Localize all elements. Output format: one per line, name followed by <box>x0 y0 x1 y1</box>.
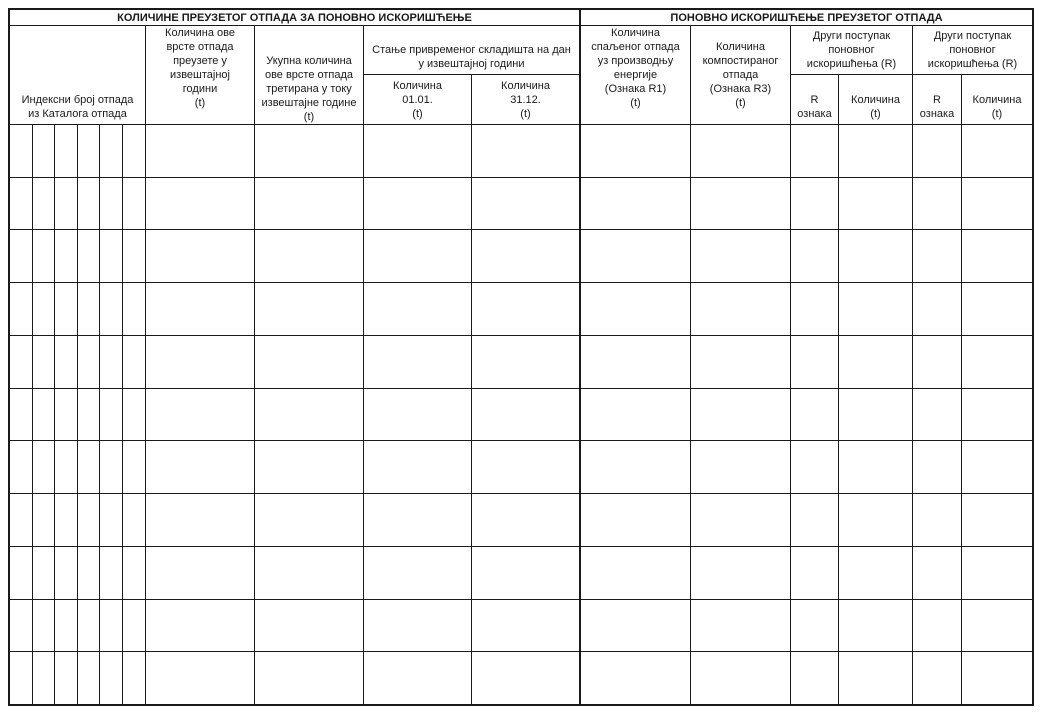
entry-cell-r-qty-2[interactable] <box>962 178 1032 229</box>
entry-cell-r3[interactable] <box>691 389 790 440</box>
entry-cell-index[interactable] <box>10 547 145 599</box>
entry-cell-received[interactable] <box>146 600 254 651</box>
entry-cell-r-qty-2[interactable] <box>962 547 1032 599</box>
entry-cell-storage-dec31[interactable] <box>472 125 579 177</box>
entry-cell-index[interactable] <box>10 283 145 335</box>
entry-cell-r-qty-1[interactable] <box>839 494 912 546</box>
entry-cell-treated[interactable] <box>255 178 363 229</box>
section-header-recovery: ПОНОВНО ИСКОРИШЋЕЊЕ ПРЕУЗЕТОГ ОТПАДА <box>581 10 1032 25</box>
entry-cell-r-qty-2[interactable] <box>962 494 1032 546</box>
entry-cell-r3[interactable] <box>691 178 790 229</box>
entry-cell-r-code-1[interactable] <box>791 230 838 282</box>
entry-cell-received[interactable] <box>146 283 254 335</box>
entry-cell-r-qty-2[interactable] <box>962 125 1032 177</box>
entry-cell-r3[interactable] <box>691 230 790 282</box>
entry-cell-treated[interactable] <box>255 230 363 282</box>
entry-cell-index[interactable] <box>10 652 145 704</box>
entry-cell-r-code-1[interactable] <box>791 547 838 599</box>
entry-cell-received[interactable] <box>146 494 254 546</box>
entry-cell-r3[interactable] <box>691 494 790 546</box>
entry-cell-r-qty-2[interactable] <box>962 283 1032 335</box>
entry-cell-r-qty-1[interactable] <box>839 230 912 282</box>
entry-cell-storage-dec31[interactable] <box>472 230 579 282</box>
entry-cell-r1[interactable] <box>581 600 690 651</box>
entry-cell-r1[interactable] <box>581 125 690 177</box>
col-header-r-code-2: R ознака <box>919 94 955 120</box>
entry-cell-storage-jan1[interactable] <box>364 494 471 546</box>
entry-cell-r-code-2[interactable] <box>913 336 961 388</box>
entry-cell-r-code-2[interactable] <box>913 600 961 651</box>
entry-cell-r1[interactable] <box>581 547 690 599</box>
entry-cell-r-code-1[interactable] <box>791 336 838 388</box>
entry-cell-r-code-1[interactable] <box>791 178 838 229</box>
col-header-other-recovery-2: Други поступак поновног искоришћења (R) <box>927 30 1018 70</box>
entry-cell-r-qty-2[interactable] <box>962 652 1032 704</box>
entry-cell-storage-dec31[interactable] <box>472 547 579 599</box>
entry-cell-treated[interactable] <box>255 600 363 651</box>
entry-cell-storage-jan1[interactable] <box>364 283 471 335</box>
entry-cell-storage-jan1[interactable] <box>364 600 471 651</box>
entry-cell-index[interactable] <box>10 336 145 388</box>
entry-cell-r-code-1[interactable] <box>791 125 838 177</box>
entry-cell-received[interactable] <box>146 178 254 229</box>
entry-cell-r1[interactable] <box>581 652 690 704</box>
entry-cell-storage-jan1[interactable] <box>364 230 471 282</box>
entry-cell-storage-dec31[interactable] <box>472 652 579 704</box>
entry-cell-r1[interactable] <box>581 230 690 282</box>
entry-cell-r-qty-1[interactable] <box>839 125 912 177</box>
entry-cell-storage-jan1[interactable] <box>364 389 471 440</box>
col-header-other-recovery-1: Други поступак поновног искоришћења (R) <box>806 30 897 70</box>
entry-cell-index[interactable] <box>10 494 145 546</box>
entry-cell-treated[interactable] <box>255 652 363 704</box>
entry-cell-r-code-2[interactable] <box>913 283 961 335</box>
entry-cell-r-qty-2[interactable] <box>962 389 1032 440</box>
col-header-total-treated: Укупна количина ове врсте отпада третирана у току извештајне године (t) <box>261 55 357 123</box>
entry-cell-index[interactable] <box>10 125 145 177</box>
entry-cell-treated[interactable] <box>255 547 363 599</box>
entry-cell-r-qty-1[interactable] <box>839 283 912 335</box>
entry-cell-received[interactable] <box>146 441 254 493</box>
entry-cell-r-qty-1[interactable] <box>839 336 912 388</box>
entry-cell-storage-dec31[interactable] <box>472 389 579 440</box>
entry-cell-r3[interactable] <box>691 441 790 493</box>
entry-cell-treated[interactable] <box>255 441 363 493</box>
entry-cell-r-code-1[interactable] <box>791 652 838 704</box>
entry-cell-r-qty-1[interactable] <box>839 389 912 440</box>
entry-cell-r-qty-1[interactable] <box>839 600 912 651</box>
entry-cell-r3[interactable] <box>691 125 790 177</box>
entry-cell-r-code-2[interactable] <box>913 389 961 440</box>
entry-cell-treated[interactable] <box>255 336 363 388</box>
entry-cell-r-qty-2[interactable] <box>962 441 1032 493</box>
entry-cell-storage-dec31[interactable] <box>472 283 579 335</box>
entry-cell-index[interactable] <box>10 600 145 651</box>
entry-cell-storage-jan1[interactable] <box>364 125 471 177</box>
section-header-received: КОЛИЧИНЕ ПРЕУЗЕТОГ ОТПАДА ЗА ПОНОВНО ИСКОРИШЋЕЊЕ <box>10 10 579 25</box>
entry-cell-r3[interactable] <box>691 547 790 599</box>
entry-cell-treated[interactable] <box>255 389 363 440</box>
entry-cell-r-code-1[interactable] <box>791 494 838 546</box>
entry-cell-storage-dec31[interactable] <box>472 441 579 493</box>
entry-cell-r1[interactable] <box>581 389 690 440</box>
entry-cell-r-code-2[interactable] <box>913 547 961 599</box>
col-header-r1-incinerated: Количина спаљеног отпада уз производњу енергије (Ознака R1) (t) <box>591 27 680 109</box>
entry-cell-r-code-2[interactable] <box>913 441 961 493</box>
col-header-temporary-storage: Стање привременог складишта на дан у извештајној години <box>372 44 571 70</box>
entry-cell-treated[interactable] <box>255 283 363 335</box>
entry-cell-received[interactable] <box>146 547 254 599</box>
entry-cell-r-code-2[interactable] <box>913 230 961 282</box>
entry-cell-r-code-2[interactable] <box>913 652 961 704</box>
entry-cell-r-qty-1[interactable] <box>839 441 912 493</box>
col-header-quantity-received: Количина ове врсте отпада преузете у извештајној години (t) <box>165 27 235 109</box>
entry-cell-r3[interactable] <box>691 283 790 335</box>
entry-cell-r-code-1[interactable] <box>791 441 838 493</box>
entry-cell-storage-jan1[interactable] <box>364 441 471 493</box>
entry-cell-r1[interactable] <box>581 283 690 335</box>
col-header-storage-dec31: Количина 31.12. (t) <box>501 80 550 120</box>
entry-cell-index[interactable] <box>10 441 145 493</box>
entry-cell-r-code-2[interactable] <box>913 125 961 177</box>
entry-cell-r1[interactable] <box>581 336 690 388</box>
entry-cell-storage-jan1[interactable] <box>364 336 471 388</box>
entry-cell-r-qty-2[interactable] <box>962 600 1032 651</box>
entry-cell-storage-dec31[interactable] <box>472 336 579 388</box>
entry-cell-treated[interactable] <box>255 125 363 177</box>
col-header-r-code-1: R ознака <box>797 94 832 120</box>
entry-cell-storage-dec31[interactable] <box>472 494 579 546</box>
col-header-r-quantity-2: Количина (t) <box>972 94 1022 120</box>
col-header-waste-index: Индексни број отпада из Каталога отпада <box>21 94 134 120</box>
col-header-storage-jan1: Количина 01.01. (t) <box>393 80 442 120</box>
entry-cell-index[interactable] <box>10 389 145 440</box>
entry-cell-r1[interactable] <box>581 178 690 229</box>
entry-cell-r-code-2[interactable] <box>913 494 961 546</box>
entry-cell-r3[interactable] <box>691 652 790 704</box>
entry-cell-r-qty-2[interactable] <box>962 336 1032 388</box>
entry-cell-storage-jan1[interactable] <box>364 178 471 229</box>
entry-cell-r-code-1[interactable] <box>791 283 838 335</box>
entry-cell-r1[interactable] <box>581 441 690 493</box>
entry-cell-r-qty-2[interactable] <box>962 230 1032 282</box>
entry-cell-r-qty-1[interactable] <box>839 547 912 599</box>
entry-cell-index[interactable] <box>10 230 145 282</box>
entry-cell-received[interactable] <box>146 389 254 440</box>
entry-cell-received[interactable] <box>146 125 254 177</box>
entry-cell-storage-jan1[interactable] <box>364 547 471 599</box>
entry-cell-received[interactable] <box>146 336 254 388</box>
entry-cell-r-code-1[interactable] <box>791 600 838 651</box>
waste-recovery-form <box>8 8 1034 706</box>
entry-cell-r3[interactable] <box>691 336 790 388</box>
entry-cell-received[interactable] <box>146 230 254 282</box>
entry-cell-r3[interactable] <box>691 600 790 651</box>
entry-cell-r-code-2[interactable] <box>913 178 961 229</box>
entry-cell-r-qty-1[interactable] <box>839 652 912 704</box>
entry-cell-storage-dec31[interactable] <box>472 600 579 651</box>
col-header-r-quantity-1: Количина (t) <box>851 94 900 120</box>
entry-cell-r-code-1[interactable] <box>791 389 838 440</box>
col-header-r3-composted: Количина компостираног отпада (Ознака R3) (t) <box>702 41 779 109</box>
entry-cell-r-qty-1[interactable] <box>839 178 912 229</box>
entry-cell-treated[interactable] <box>255 494 363 546</box>
entry-cell-r1[interactable] <box>581 494 690 546</box>
entry-cell-received[interactable] <box>146 652 254 704</box>
entry-cell-storage-dec31[interactable] <box>472 178 579 229</box>
entry-cell-storage-jan1[interactable] <box>364 652 471 704</box>
entry-cell-index[interactable] <box>10 178 145 229</box>
